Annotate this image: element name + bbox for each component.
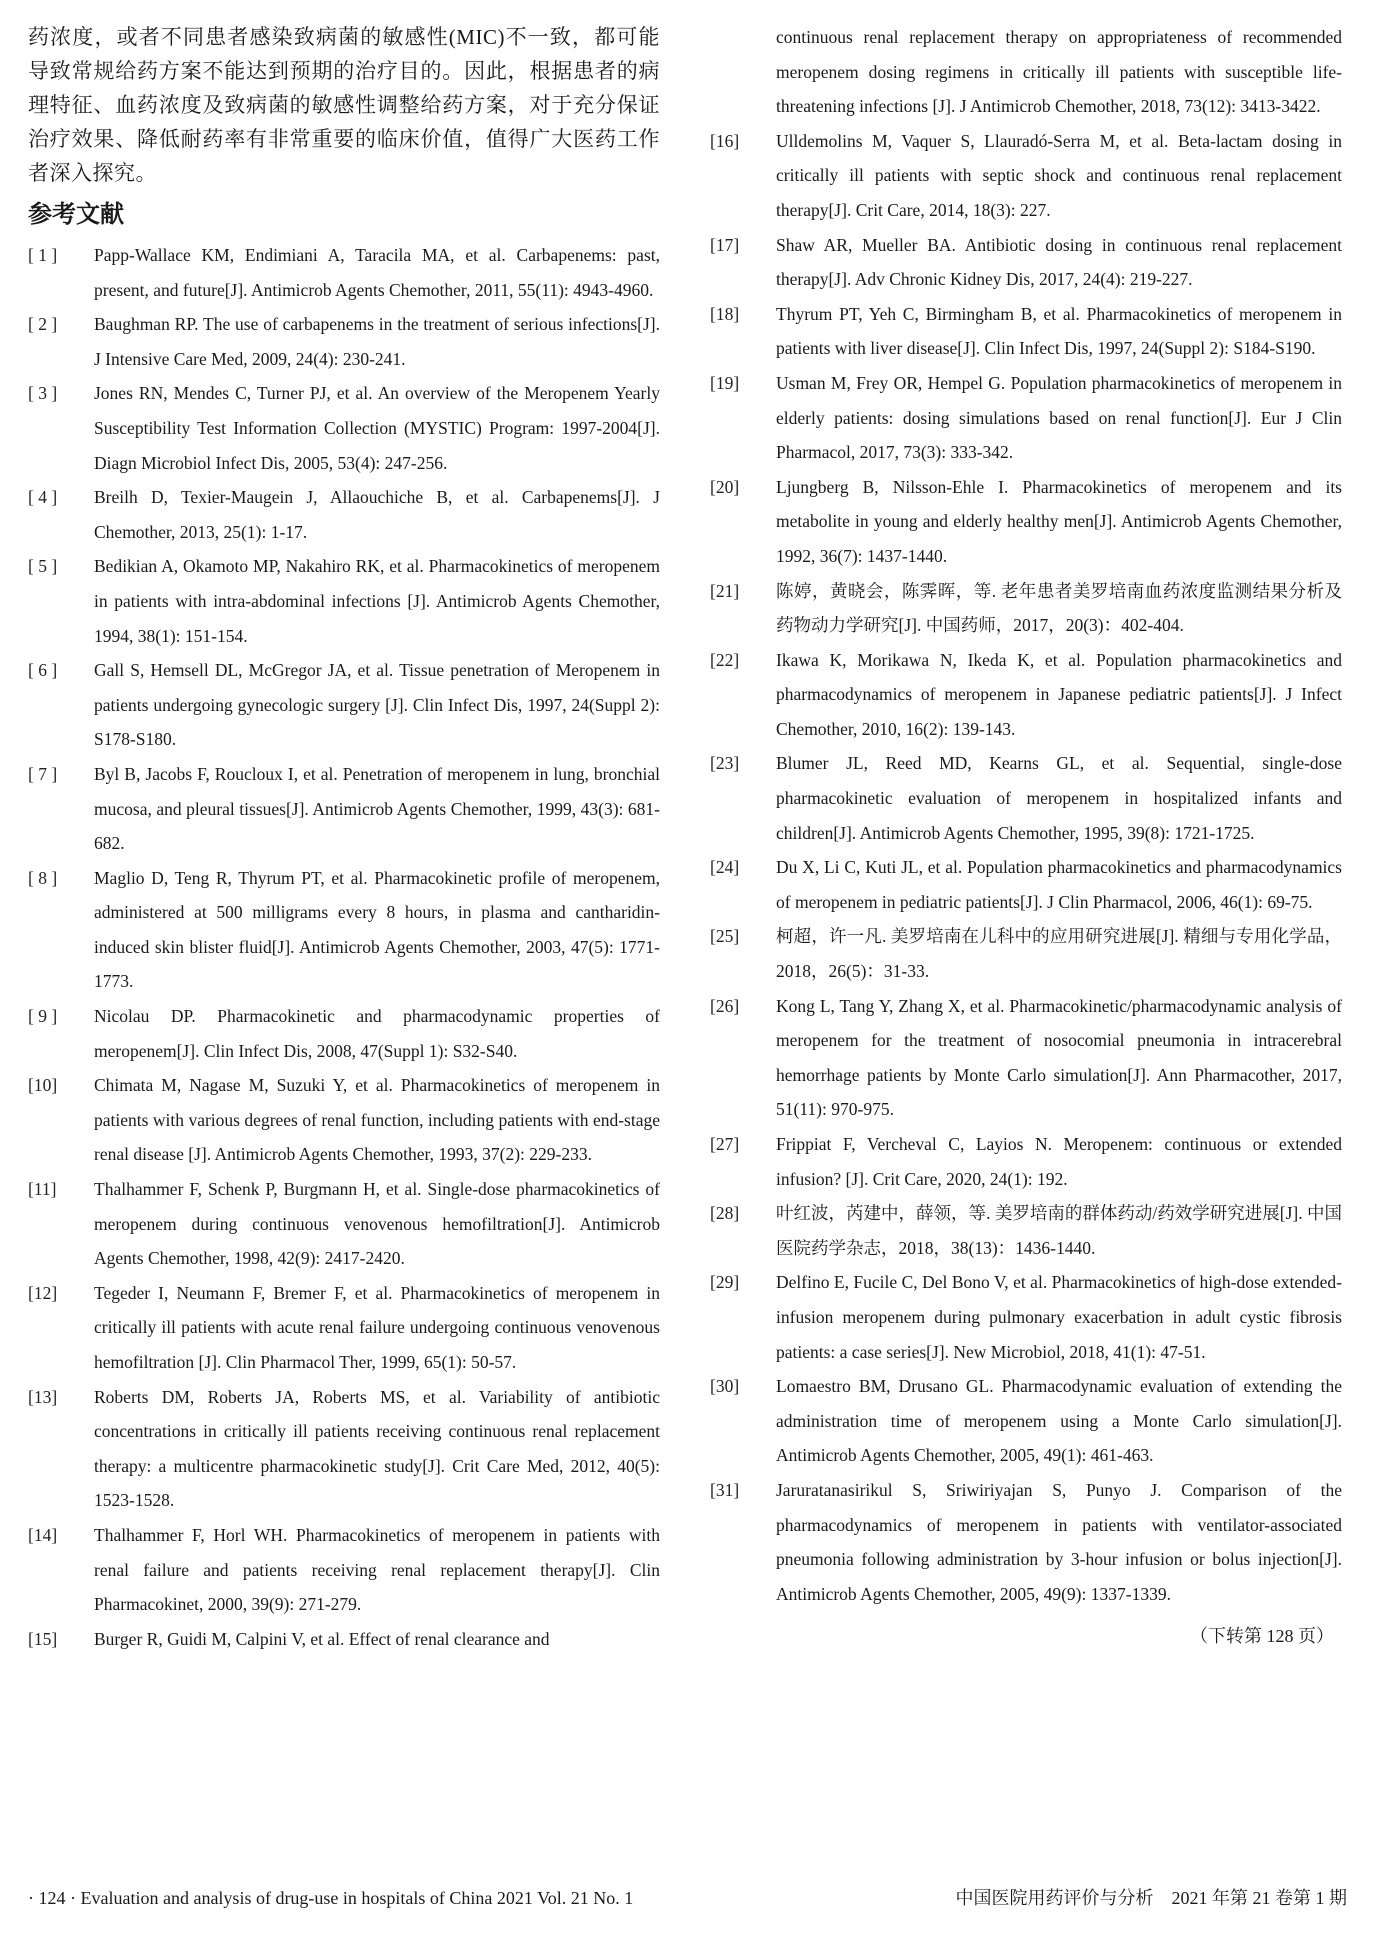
- reference-item: [28, 653, 660, 757]
- reference-number: [17]: [710, 234, 740, 255]
- references-heading: 参考文献: [28, 200, 124, 228]
- right-column: [710, 20, 1342, 1653]
- reference-number: [13]: [28, 1386, 58, 1407]
- reference-number: [19]: [710, 372, 740, 393]
- reference-number: [31]: [710, 1479, 740, 1500]
- reference-text: Usman M, Frey OR, Hempel G. Population pharmacokinetics of meropenem in elderly patients: dosing simulations based on renal function[J]. Eur J Clin Pharmacol, 2017, 73(3): 333-342.: [776, 372, 1342, 463]
- reference-number: [10]: [28, 1075, 58, 1096]
- reference-text: Du X, Li C, Kuti JL, et al. Population pharmacokinetics and pharmacodynamics of meropenem in pediatric patients[J]. J Clin Pharmacol, 2006, 46(1): 69-75.: [776, 857, 1342, 912]
- reference-item: [710, 228, 1342, 297]
- reference-text: 陈婷，黄晓会，陈霁晖，等. 老年患者美罗培南血药浓度监测结果分析及药物动力学研究[J]. 中国药师，2017，20(3)：402-404.: [776, 580, 1342, 636]
- reference-text: Chimata M, Nagase M, Suzuki Y, et al. Pharmacokinetics of meropenem in patients with various degrees of renal function, including patients with end-stage renal disease [J]. Antimicrob Agents Chemother, 1993, 37(2): 229-233.: [94, 1075, 660, 1165]
- reference-text: Jaruratanasirikul S, Sriwiriyajan S, Punyo J. Comparison of the pharmacodynamics of meropenem in patients with ventilator-associated pneumonia following administration by 3-hour infusion or bolus injection[J]. Antimicrob Agents Chemother, 2005, 49(9): 1337-1339.: [776, 1479, 1342, 1604]
- reference-item: [710, 1127, 1342, 1196]
- reference-number: [ 6 ]: [28, 660, 58, 681]
- reference-item: [710, 1473, 1342, 1611]
- reference-item: [28, 999, 660, 1068]
- reference-text: Ikawa K, Morikawa N, Ikeda K, et al. Population pharmacokinetics and pharmacodynamics of meropenem in Japanese pediatric patients[J]. J Infect Chemother, 2010, 16(2): 139-143.: [776, 649, 1342, 739]
- reference-number: [ 5 ]: [28, 556, 58, 577]
- reference-item: [28, 376, 660, 480]
- reference-number: [29]: [710, 1272, 740, 1293]
- reference-item: [28, 1380, 660, 1518]
- reference-item: [710, 643, 1342, 747]
- reference-item: [710, 574, 1342, 643]
- reference-number: [26]: [710, 995, 740, 1016]
- reference-text: Breilh D, Texier-Maugein J, Allaouchiche B, et al. Carbapenems[J]. J Chemother, 2013, 25(1): 1-17.: [94, 487, 660, 542]
- reference-text: Ulldemolins M, Vaquer S, Llauradó-Serra M, et al. Beta-lactam dosing in critically ill patients with septic shock and continuous renal replacement therapy[J]. Crit Care, 2014, 18(3): 227.: [776, 130, 1342, 220]
- reference-item: [710, 746, 1342, 850]
- reference-number: [16]: [710, 130, 740, 151]
- reference-number: [24]: [710, 857, 740, 878]
- reference-item: [28, 1172, 660, 1276]
- reference-number: [15]: [28, 1628, 58, 1649]
- reference-item: [28, 1276, 660, 1380]
- reference-item: [28, 480, 660, 549]
- reference-item: [28, 1622, 660, 1657]
- reference-text: Kong L, Tang Y, Zhang X, et al. Pharmacokinetic/pharmacodynamic analysis of meropenem for the treatment of nosocomial pneumonia in intracerebral hemorrhage patients by Monte Carlo simulation[J]. Ann Pharmacother, 2017, 51(11): 970-975.: [776, 995, 1342, 1120]
- reference-text: Nicolau DP. Pharmacokinetic and pharmacodynamic properties of meropenem[J]. Clin Infect Dis, 2008, 47(Suppl 1): S32-S40.: [94, 1006, 660, 1061]
- reference-text: 柯超，许一凡. 美罗培南在儿科中的应用研究进展[J]. 精细与专用化学品，2018，26(5)：31-33.: [776, 926, 1342, 982]
- footer-journal-chinese: 中国医院用药评价与分析 2021 年第 21 卷第 1 期: [955, 1888, 1347, 1908]
- reference-number: [ 2 ]: [28, 314, 58, 335]
- reference-number: [22]: [710, 649, 740, 670]
- reference-item: [710, 470, 1342, 574]
- reference-text: Jones RN, Mendes C, Turner PJ, et al. An overview of the Meropenem Yearly Susceptibility Test Information Collection (MYSTIC) Program: 1997-2004[J]. Diagn Microbiol Infect Dis, 2005, 53(4): 247-256.: [94, 383, 660, 473]
- reference-item: [28, 861, 660, 999]
- reference-text: Frippiat F, Vercheval C, Layios N. Meropenem: continuous or extended infusion? [J]. Crit Care, 2020, 24(1): 192.: [776, 1134, 1342, 1189]
- reference-number: [18]: [710, 303, 740, 324]
- left-column: [28, 20, 660, 1656]
- intro-paragraph: [28, 20, 660, 190]
- reference-text: Thalhammer F, Schenk P, Burgmann H, et al. Single-dose pharmacokinetics of meropenem during continuous venovenous hemofiltration[J]. Antimicrob Agents Chemother, 1998, 42(9): 2417-2420.: [94, 1179, 660, 1269]
- reference-text: Thalhammer F, Horl WH. Pharmacokinetics of meropenem in patients with renal failure and patients receiving renal replacement therapy[J]. Clin Pharmacokinet, 2000, 39(9): 271-279.: [94, 1524, 660, 1615]
- reference-item: [28, 1518, 660, 1622]
- reference-item: [710, 297, 1342, 366]
- reference-number: [ 3 ]: [28, 383, 58, 404]
- reference-number: [28]: [710, 1203, 740, 1224]
- reference-text: Roberts DM, Roberts JA, Roberts MS, et al. Variability of antibiotic concentrations in critically ill patients receiving continuous renal replacement therapy: a multicentre pharmacokinetic study[J]. Crit Care Med, 2012, 40(5): 1523-1528.: [94, 1386, 660, 1511]
- reference-item: [710, 1265, 1342, 1369]
- reference-text: Burger R, Guidi M, Calpini V, et al. Effect of renal clearance and: [94, 1628, 550, 1649]
- reference-item: [710, 1196, 1342, 1265]
- reference-item: [710, 124, 1342, 228]
- reference-number: [21]: [710, 580, 740, 601]
- reference-text: Gall S, Hemsell DL, McGregor JA, et al. Tissue penetration of Meropenem in patients undergoing gynecologic surgery [J]. Clin Infect Dis, 1997, 24(Suppl 2): S178-S180.: [94, 660, 660, 750]
- reference-text: Delfino E, Fucile C, Del Bono V, et al. Pharmacokinetics of high-dose extended-infusion meropenem during pulmonary exacerbation in adult cystic fibrosis patients: a case series[J]. New Microbiol, 2018, 41(1): 47-51.: [776, 1272, 1342, 1362]
- page-footer: [28, 1883, 1347, 1913]
- reference-text: Byl B, Jacobs F, Roucloux I, et al. Penetration of meropenem in lung, bronchial mucosa, and pleural tissues[J]. Antimicrob Agents Chemother, 1999, 43(3): 681-682.: [94, 763, 660, 854]
- reference-number: [ 4 ]: [28, 487, 58, 508]
- references-list-right-continuation: [710, 20, 1342, 124]
- reference-number: [ 9 ]: [28, 1006, 58, 1027]
- reference-item: [28, 549, 660, 653]
- reference-text: Baughman RP. The use of carbapenems in the treatment of serious infections[J]. J Intensive Care Med, 2009, 24(4): 230-241.: [94, 314, 660, 369]
- reference-number: [30]: [710, 1376, 740, 1397]
- continued-note: （下转第 128 页）: [1190, 1626, 1334, 1647]
- reference-item: [710, 1369, 1342, 1473]
- reference-number: [12]: [28, 1282, 58, 1303]
- references-list-left: [28, 238, 660, 1656]
- reference-item: [710, 850, 1342, 919]
- references-list-right: [710, 124, 1342, 1612]
- reference-number: [11]: [28, 1179, 57, 1200]
- reference-item: [710, 989, 1342, 1127]
- reference-text: Shaw AR, Mueller BA. Antibiotic dosing in continuous renal replacement therapy[J]. Adv Chronic Kidney Dis, 2017, 24(4): 219-227.: [776, 234, 1342, 290]
- reference-number: [14]: [28, 1524, 58, 1545]
- reference-text: 叶红波，芮建中，薛领，等. 美罗培南的群体药动/药效学研究进展[J]. 中国医院药学杂志，2018，38(13)：1436-1440.: [776, 1203, 1342, 1258]
- reference-number: [23]: [710, 753, 740, 774]
- reference-continuation: [710, 20, 1342, 124]
- reference-text: Tegeder I, Neumann F, Bremer F, et al. Pharmacokinetics of meropenem in critically ill patients with acute renal failure undergoing continuous venovenous hemofiltration [J]. Clin Pharmacol Ther, 1999, 65(1): 50-57.: [94, 1282, 660, 1372]
- reference-text: Bedikian A, Okamoto MP, Nakahiro RK, et al. Pharmacokinetics of meropenem in patients with intra-abdominal infections [J]. Antimicrob Agents Chemother, 1994, 38(1): 151-154.: [94, 556, 660, 646]
- reference-number: [27]: [710, 1134, 740, 1154]
- reference-text: Blumer JL, Reed MD, Kearns GL, et al. Sequential, single-dose pharmacokinetic evaluation of meropenem in hospitalized infants and children[J]. Antimicrob Agents Chemother, 1995, 39(8): 1721-1725.: [776, 753, 1342, 843]
- reference-continuation-text: continuous renal replacement therapy on appropriateness of recommended meropenem dosing regimens in critically ill patients with susceptible life-threatening infections [J]. J Antimicrob Chemother, 2018, 73(12): 3413-3422.: [776, 27, 1342, 117]
- reference-item: [710, 366, 1342, 470]
- reference-text: Thyrum PT, Yeh C, Birmingham B, et al. Pharmacokinetics of meropenem in patients with liver disease[J]. Clin Infect Dis, 1997, 24(Suppl 2): S184-S190.: [776, 303, 1342, 359]
- reference-item: [710, 919, 1342, 988]
- intro-text: 药浓度，或者不同患者感染致病菌的敏感性(MIC)不一致，都可能导致常规给药方案不能达到预期的治疗目的。因此，根据患者的病理特征、血药浓度及致病菌的敏感性调整给药方案，对于充分保证治疗效果、降低耐药率有非常重要的临床价值，值得广大医药工作者深入探究。: [28, 25, 660, 185]
- footer-journal-english: · 124 · Evaluation and analysis of drug-use in hospitals of China 2021 Vol. 21 No. 1: [28, 1888, 634, 1908]
- reference-item: [28, 1068, 660, 1172]
- reference-number: [ 8 ]: [28, 867, 58, 888]
- reference-number: [ 7 ]: [28, 763, 58, 784]
- reference-item: [28, 307, 660, 376]
- reference-number: [25]: [710, 926, 740, 947]
- reference-text: Papp-Wallace KM, Endimiani A, Taracila MA, et al. Carbapenems: past, present, and future[J]. Antimicrob Agents Chemother, 2011, 55(11): 4943-4960.: [94, 245, 660, 300]
- reference-item: [28, 757, 660, 861]
- reference-text: Ljungberg B, Nilsson-Ehle I. Pharmacokinetics of meropenem and its metabolite in young and elderly healthy men[J]. Antimicrob Agents Chemother, 1992, 36(7): 1437-1440.: [776, 476, 1342, 566]
- reference-number: [20]: [710, 476, 740, 497]
- reference-text: Lomaestro BM, Drusano GL. Pharmacodynamic evaluation of extending the administration time of meropenem using a Monte Carlo simulation[J]. Antimicrob Agents Chemother, 2005, 49(1): 461-463.: [776, 1376, 1342, 1466]
- reference-number: [ 1 ]: [28, 245, 58, 265]
- reference-item: [28, 238, 660, 307]
- reference-text: Maglio D, Teng R, Thyrum PT, et al. Pharmacokinetic profile of meropenem, administered at 500 milligrams every 8 hours, in plasma and cantharidin-induced skin blister fluid[J]. Antimicrob Agents Chemother, 2003, 47(5): 1771-1773.: [94, 867, 660, 992]
